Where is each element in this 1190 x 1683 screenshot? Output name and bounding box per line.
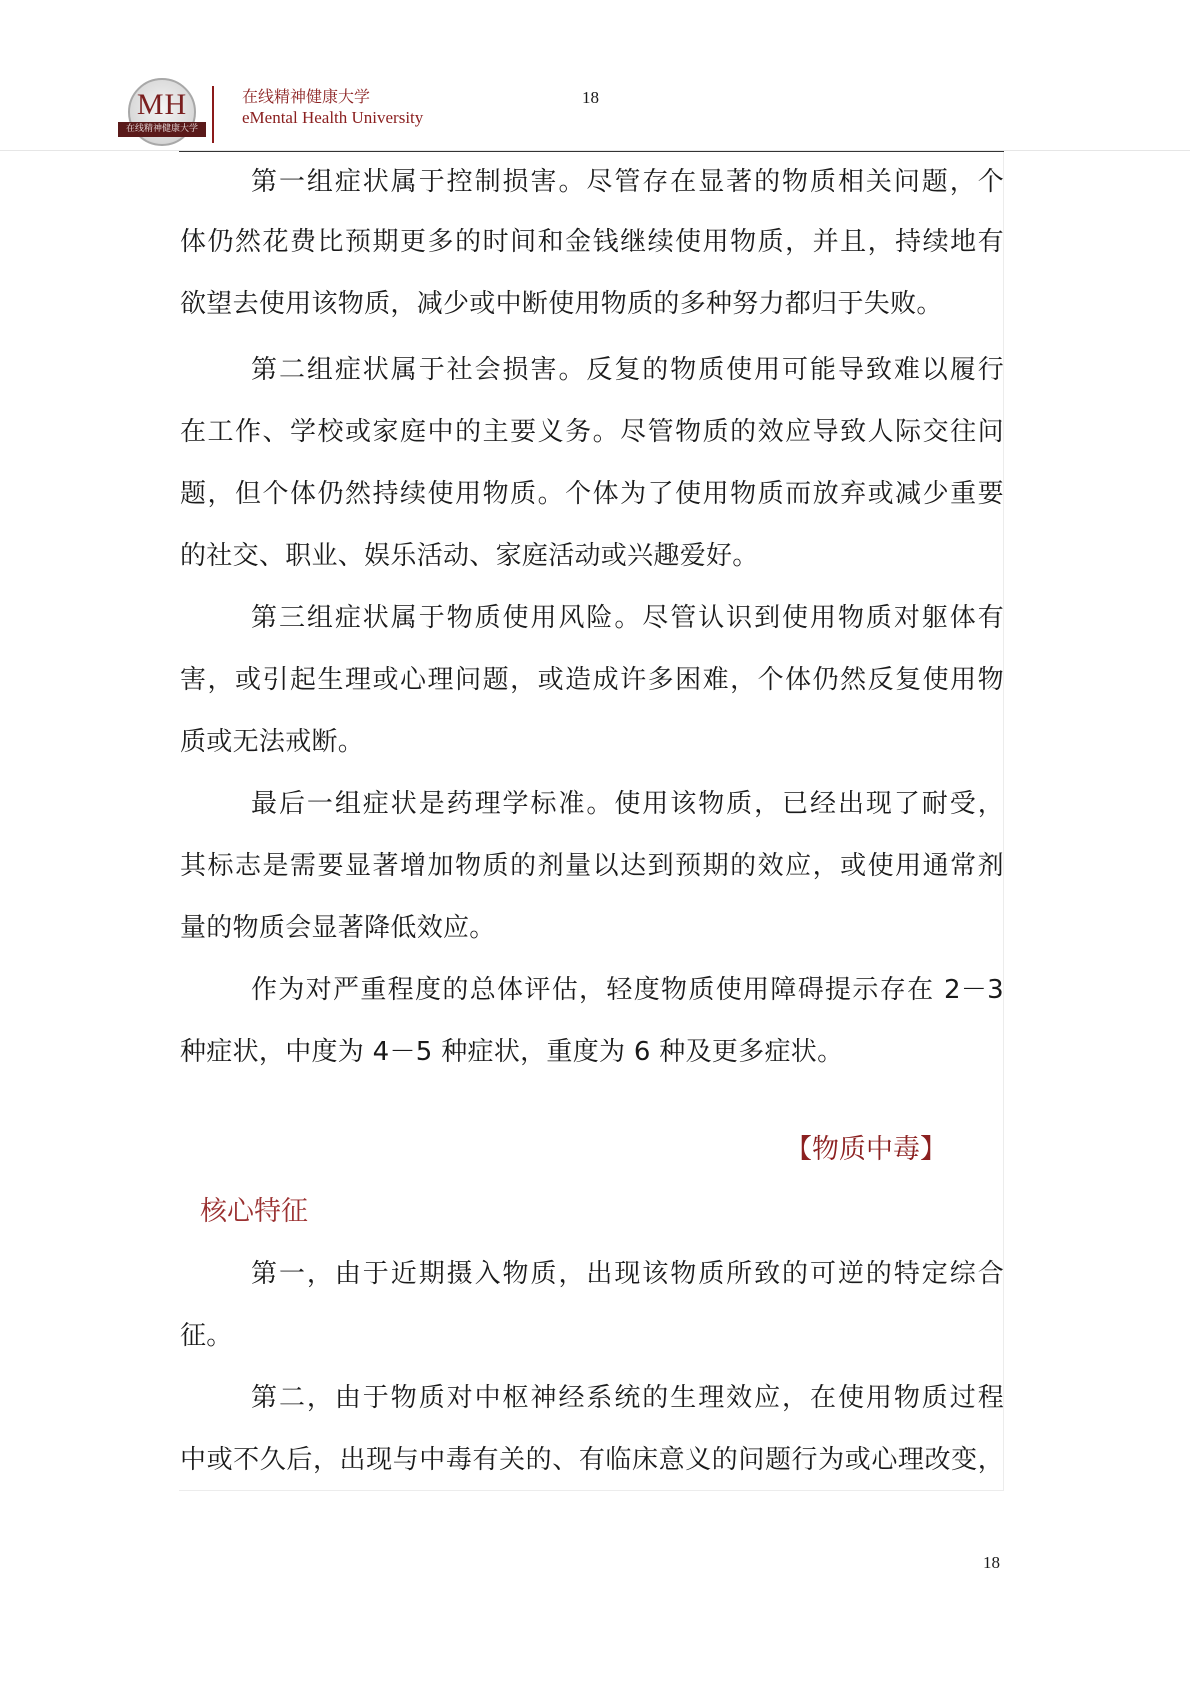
body-line: 量的物质会显著降低效应。 xyxy=(180,913,496,943)
body-line: 欲望去使用该物质，减少或中断使用物质的多种努力都归于失败。 xyxy=(180,289,943,319)
body-line: 体仍然花费比预期更多的时间和金钱继续使用物质，并且，持续地有 xyxy=(180,227,1004,257)
body-line: 质或无法戒断。 xyxy=(180,727,365,757)
university-logo xyxy=(118,78,208,154)
subheading: 核心特征 xyxy=(200,1196,308,1227)
body-line: 在工作、学校或家庭中的主要义务。尽管物质的效应导致人际交往问 xyxy=(180,417,1004,447)
body-line: 种症状，中度为 4－5 种症状，重度为 6 种及更多症状。 xyxy=(180,1037,844,1067)
body-line: 最后一组症状是药理学标准。使用该物质，已经出现了耐受， xyxy=(251,789,1004,819)
body-line: 第二组症状属于社会损害。反复的物质使用可能导致难以履行 xyxy=(251,355,1004,385)
org-name-cn: 在线精神健康大学 xyxy=(242,87,371,106)
body-line: 第一，由于近期摄入物质，出现该物质所致的可逆的特定综合 xyxy=(251,1259,1004,1289)
org-name-en: eMental Health University xyxy=(242,108,424,127)
body-line: 第二，由于物质对中枢神经系统的生理效应，在使用物质过程 xyxy=(251,1383,1004,1413)
body-line: 害，或引起生理或心理问题，或造成许多困难，个体仍然反复使用物 xyxy=(180,665,1004,695)
body-line: 作为对严重程度的总体评估，轻度物质使用障碍提示存在 2－3 xyxy=(251,975,1004,1005)
page-header xyxy=(0,0,1190,151)
body-line: 中或不久后，出现与中毒有关的、有临床意义的问题行为或心理改变， xyxy=(180,1445,1004,1475)
header-divider xyxy=(212,86,214,143)
section-title: 【物质中毒】 xyxy=(785,1134,947,1165)
body-line: 其标志是需要显著增加物质的剂量以达到预期的效应，或使用通常剂 xyxy=(180,851,1004,881)
header-page-number: 18 xyxy=(582,88,599,107)
logo-ribbon: 在线精神健康大学 xyxy=(118,122,206,137)
body-line: 第三组症状属于物质使用风险。尽管认识到使用物质对躯体有 xyxy=(251,603,1004,633)
body-line: 第一组症状属于控制损害。尽管存在显著的物质相关问题，个 xyxy=(251,167,1004,197)
body-line: 题，但个体仍然持续使用物质。个体为了使用物质而放弃或减少重要 xyxy=(180,479,1004,509)
logo-monogram: MH xyxy=(136,88,188,121)
body-line: 的社交、职业、娱乐活动、家庭活动或兴趣爱好。 xyxy=(180,541,759,571)
body-line: 征。 xyxy=(180,1321,233,1351)
footer-page-number: 18 xyxy=(983,1553,1000,1572)
